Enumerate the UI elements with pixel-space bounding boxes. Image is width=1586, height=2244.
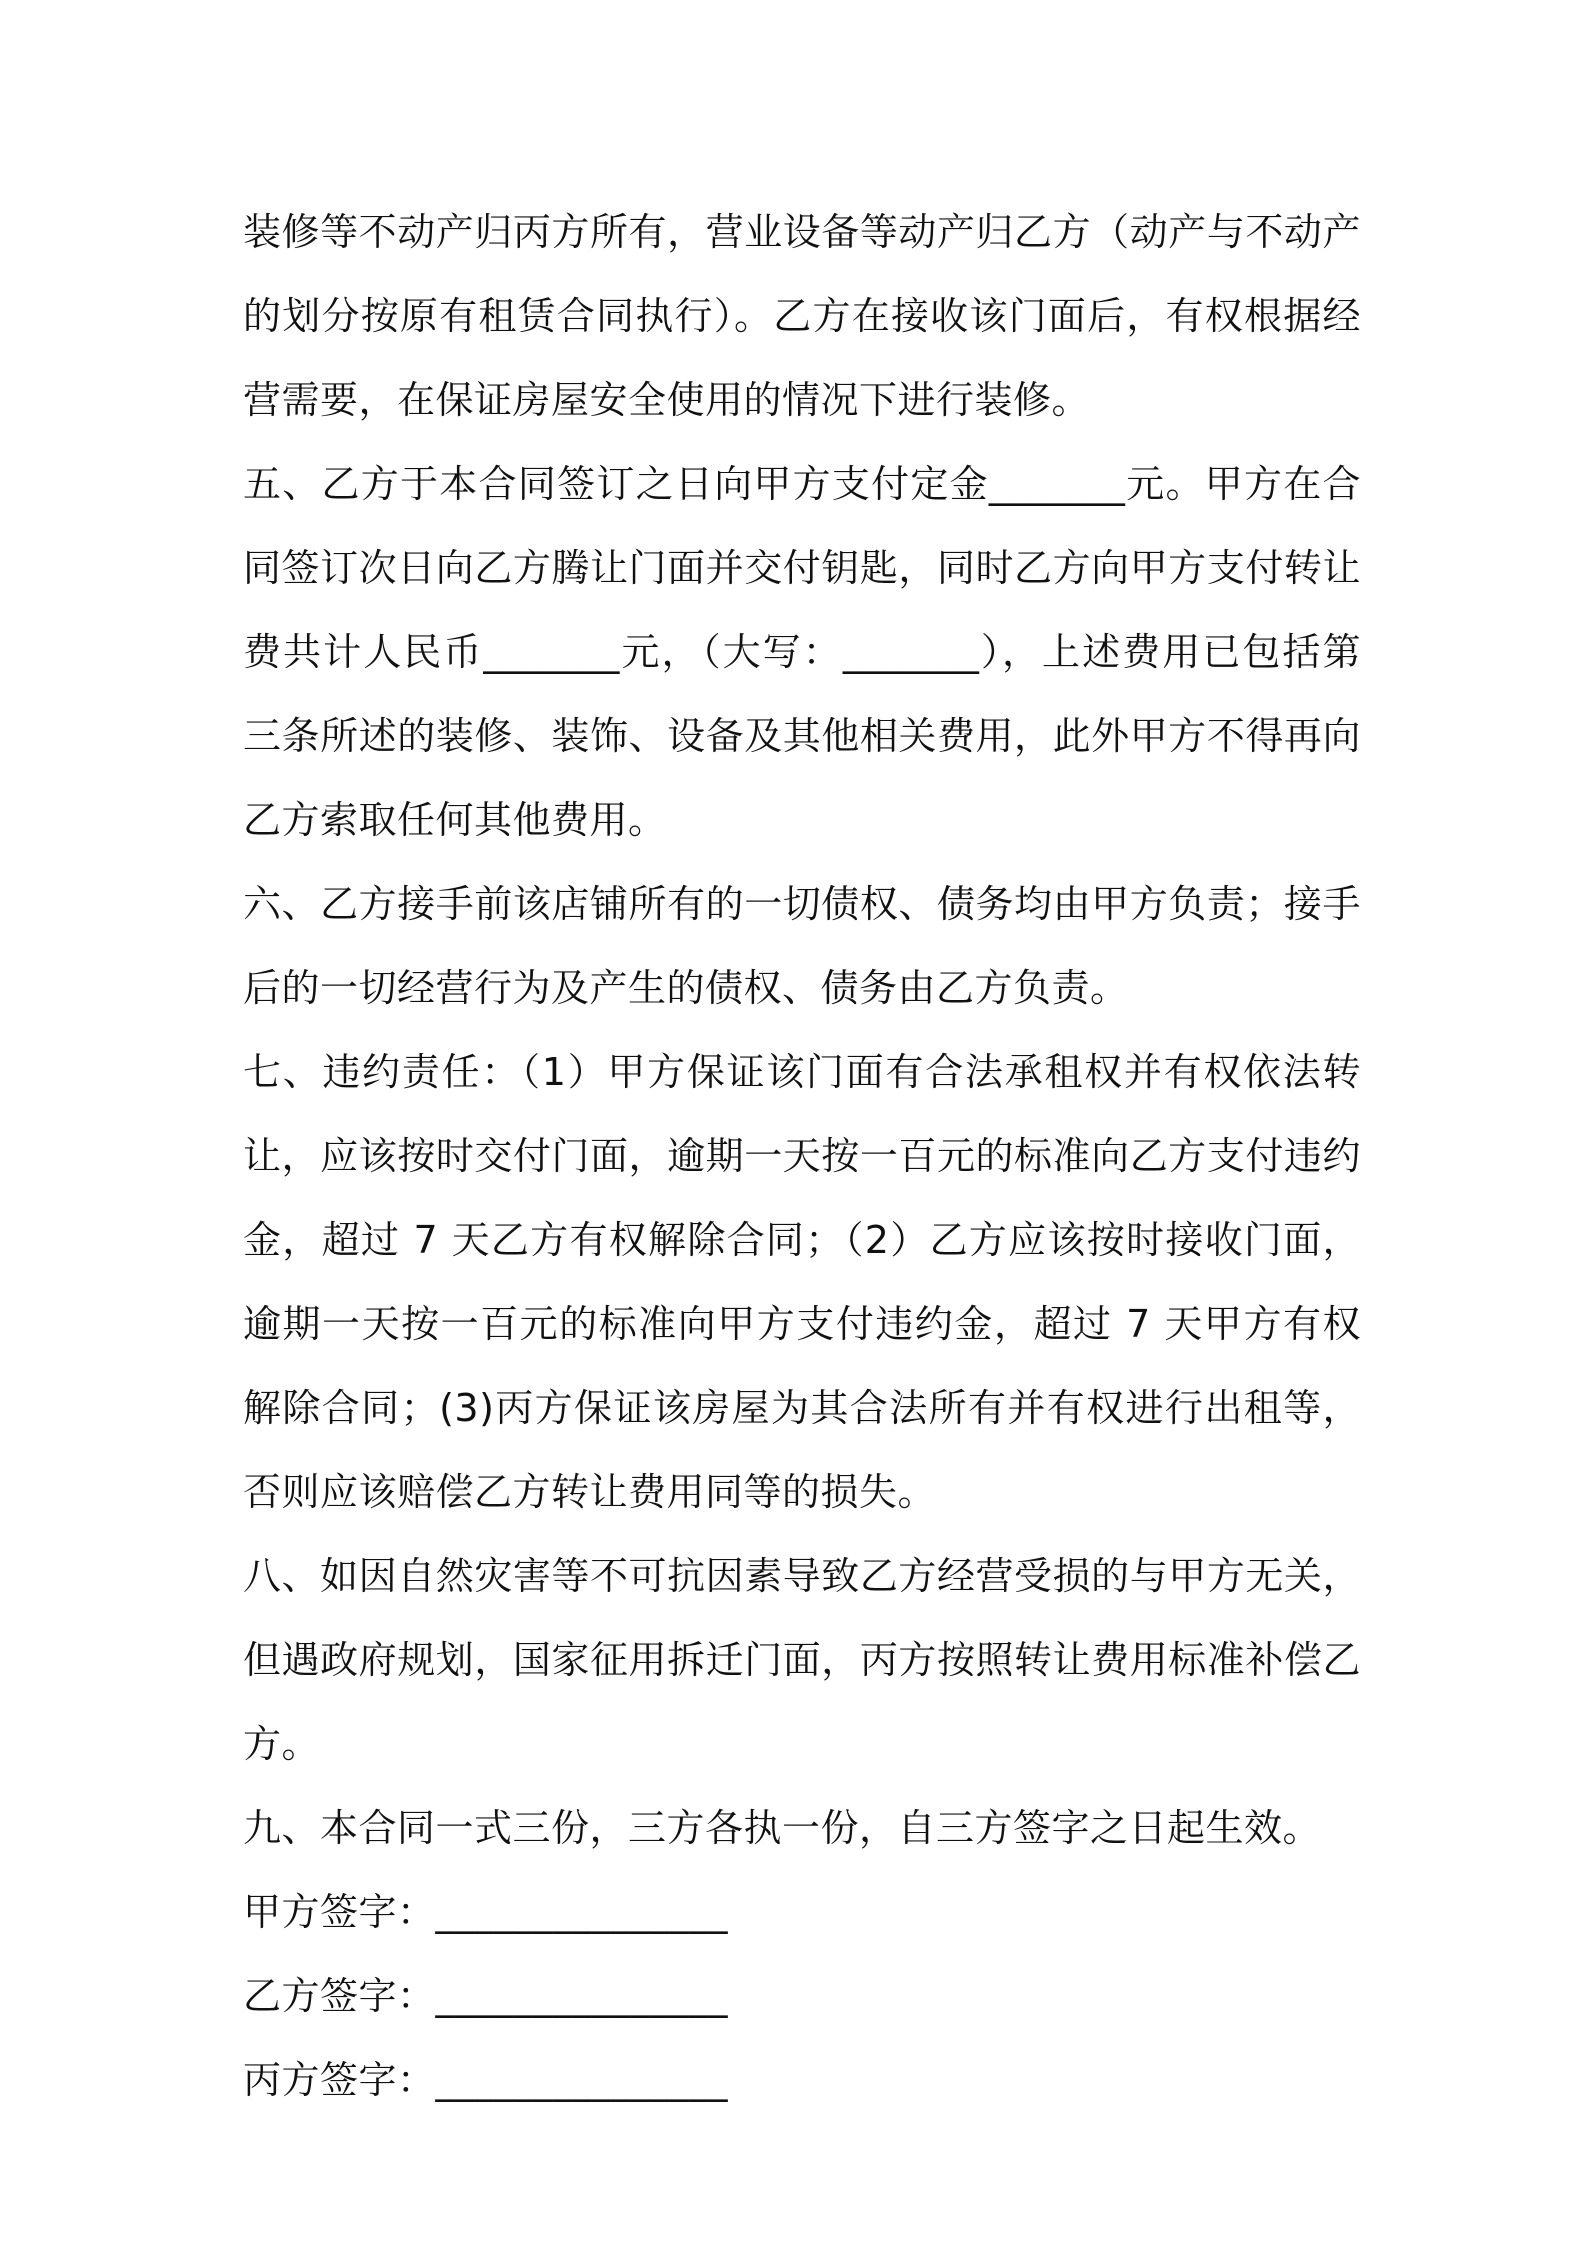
- signature-line-party-c: _______________: [435, 2058, 729, 2102]
- signature-label-party-b: 乙方签字：: [243, 1974, 436, 2018]
- paragraph-clause-7: 七、违约责任：（1）甲方保证该门面有合法承租权并有权依法转让，应该按时交付门面，逾期一天按一百元的标准向乙方支付违约金，超过 7 天乙方有权解除合同；（2）乙方应该按时接收门面，逾期一天按一百元的标准向甲方支付违约金，超过 7 天甲方有权解除合同；(3)丙方保证该房屋为其合法所有并有权进行出租等，否则应该赔偿乙方转让费用同等的损失。: [243, 1050, 1361, 1514]
- paragraph-clause-8: 八、如因自然灾害等不可抗因素导致乙方经营受损的与甲方无关，但遇政府规划，国家征用拆迁门面，丙方按照转让费用标准补偿乙方。: [243, 1554, 1361, 1766]
- signature-row-party-a: [243, 1870, 1361, 1954]
- paragraph-clause-4-continued: 装修等不动产归丙方所有，营业设备等动产归乙方（动产与不动产的划分按原有租赁合同执行）。乙方在接收该门面后，有权根据经营需要，在保证房屋安全使用的情况下进行装修。: [243, 210, 1361, 422]
- paragraph-clause-6: 六、乙方接手前该店铺所有的一切债权、债务均由甲方负责；接手后的一切经营行为及产生的债权、债务由乙方负责。: [243, 882, 1361, 1010]
- signature-line-party-a: _______________: [435, 1890, 729, 1934]
- contract-body: [243, 190, 1361, 2122]
- signature-line-party-b: _______________: [435, 1974, 729, 2018]
- paragraph-clause-9: 九、本合同一式三份，三方各执一份，自三方签字之日起生效。: [243, 1806, 1322, 1850]
- signature-row-party-b: [243, 1954, 1361, 2038]
- paragraph-clause-5: 五、乙方于本合同签订之日向甲方支付定金_______元。甲方在合同签订次日向乙方腾让门面并交付钥匙，同时乙方向甲方支付转让费共计人民币_______元，（大写：_______），上述费用已包括第三条所述的装修、装饰、设备及其他相关费用，此外甲方不得再向乙方索取任何其他费用。: [243, 462, 1361, 842]
- signature-label-party-a: 甲方签字：: [243, 1890, 436, 1934]
- signature-label-party-c: 丙方签字：: [243, 2058, 436, 2102]
- signature-row-party-c: [243, 2038, 1361, 2122]
